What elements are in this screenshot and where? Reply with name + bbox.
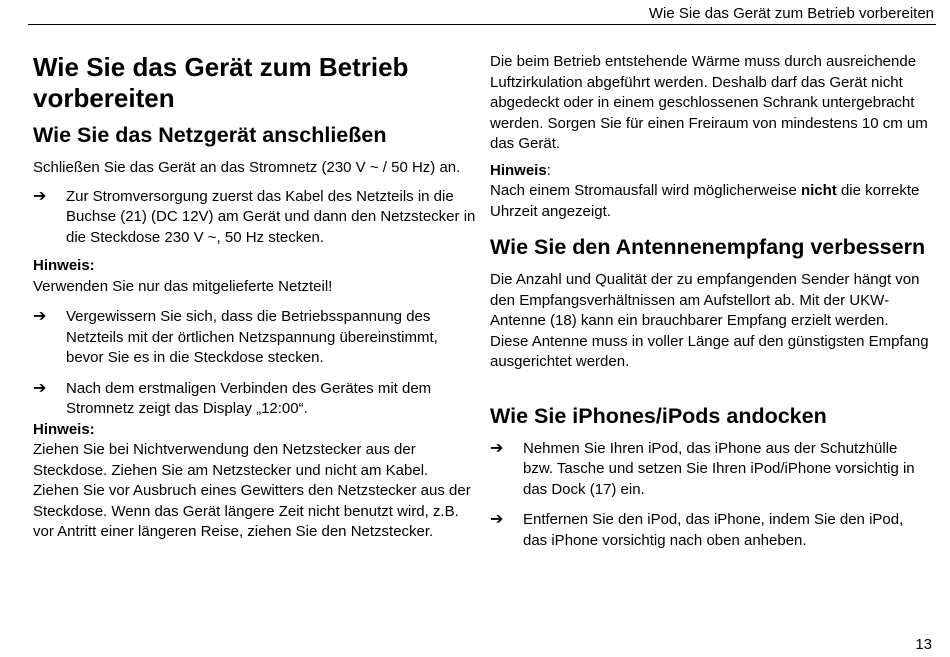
note-text-emphasis: nicht — [800, 182, 837, 199]
bullet-text: Nehmen Sie Ihren iPod, das iPhone aus der Schutzhülle bzw. Tasche und setzen Sie Ihren iPod/iPhone vorsichtig in das Dock (17) ein. — [523, 439, 915, 498]
arrow-right-icon: ➔ — [33, 379, 47, 397]
note-text: Ziehen Sie bei Nichtverwendung den Netzstecker aus der Steckdose. Ziehen Sie am Netzstecker und nicht am Kabel. Ziehen Sie vor Ausbruch eines Gewitters den Netzstecker aus der Steckdose. Wenn das Gerät längere Zeit nicht benutzt wird, z.B. vor Antritt einer längeren Reise, ziehen Sie den Netzstecker. — [33, 441, 471, 540]
page-title: Wie Sie das Gerät zum Betrieb vorbereiten — [33, 52, 409, 113]
note-colon: : — [546, 161, 551, 179]
bullet-text: Vergewissern Sie sich, dass die Betriebsspannung des Netzteils mit der örtlichen Netzspannung übereinstimmt, bevor Sie es in die Steckdose stecken. — [66, 308, 438, 366]
bullet-item-dock-insert — [490, 439, 930, 501]
bullet-item-voltage — [33, 307, 478, 369]
bullet-item-power — [33, 187, 478, 249]
arrow-right-icon: ➔ — [33, 187, 47, 205]
section-title-antenna: Wie Sie den Antennenempfang verbessern — [490, 235, 926, 259]
page-number: 13 — [915, 636, 932, 653]
bullet-text: Entfernen Sie den iPod, das iPhone, indem Sie den iPod, das iPhone vorsichtig nach oben anheben. — [523, 511, 904, 549]
note-text: Verwenden Sie nur das mitgelieferte Netzteil! — [33, 277, 333, 295]
section-title-dock: Wie Sie iPhones/iPods andocken — [490, 403, 827, 428]
section-title-power: Wie Sie das Netzgerät anschließen — [33, 123, 387, 147]
note-label: Hinweis: — [33, 257, 95, 274]
bullet-item-dock-remove — [490, 510, 930, 551]
note-text-part: Nach einem Stromausfall wird möglicherweise — [490, 182, 801, 199]
intro-text: Schließen Sie das Gerät an das Stromnetz (230 V ~ / 50 Hz) an. — [33, 159, 461, 176]
right-column — [490, 52, 930, 551]
antenna-text: Die Anzahl und Qualität der zu empfangenden Sender hängt von den Empfangsverhältnissen am Aufstellort ab. Mit der UKW-Antenne (18) kann ein brauchbarer Empfang erzielt werden. Diese Antenne muss in voller Länge auf den günstigsten Empfang ausgerichtet werden. — [490, 271, 929, 370]
running-header: Wie Sie das Gerät zum Betrieb vorbereiten — [648, 5, 934, 22]
note-heading — [490, 161, 930, 182]
bullet-text: Zur Stromversorgung zuerst das Kabel des Netzteils in die Buchse (21) (DC 12V) am Gerät und dann den Netzstecker in die Steckdose 230 V ~, 50 Hz stecken. — [66, 187, 476, 246]
heat-text: Die beim Betrieb entstehende Wärme muss durch ausreichende Luftzirkulation abgeführt werden. Deshalb darf das Gerät nicht abgedeckt oder in einem geschlossenen Schrank untergebracht werden. Sorgen Sie für einen Freiraum von mindestens 10 cm um das Gerät. — [490, 53, 928, 152]
note-text-part: die korrekte Uhrzeit angezeigt. — [490, 182, 920, 220]
arrow-right-icon: ➔ — [490, 439, 504, 457]
bullet-item-display — [33, 379, 478, 420]
note-text — [490, 181, 930, 222]
bullet-text: Nach dem erstmaligen Verbinden des Gerätes mit dem Stromnetz zeigt das Display „12:00“. — [66, 379, 432, 417]
header-rule — [28, 24, 936, 25]
arrow-right-icon: ➔ — [490, 511, 504, 528]
note-label: Hinweis — [490, 161, 547, 179]
left-column — [33, 52, 478, 543]
arrow-right-icon: ➔ — [33, 308, 47, 325]
note-label: Hinweis: — [33, 420, 95, 438]
